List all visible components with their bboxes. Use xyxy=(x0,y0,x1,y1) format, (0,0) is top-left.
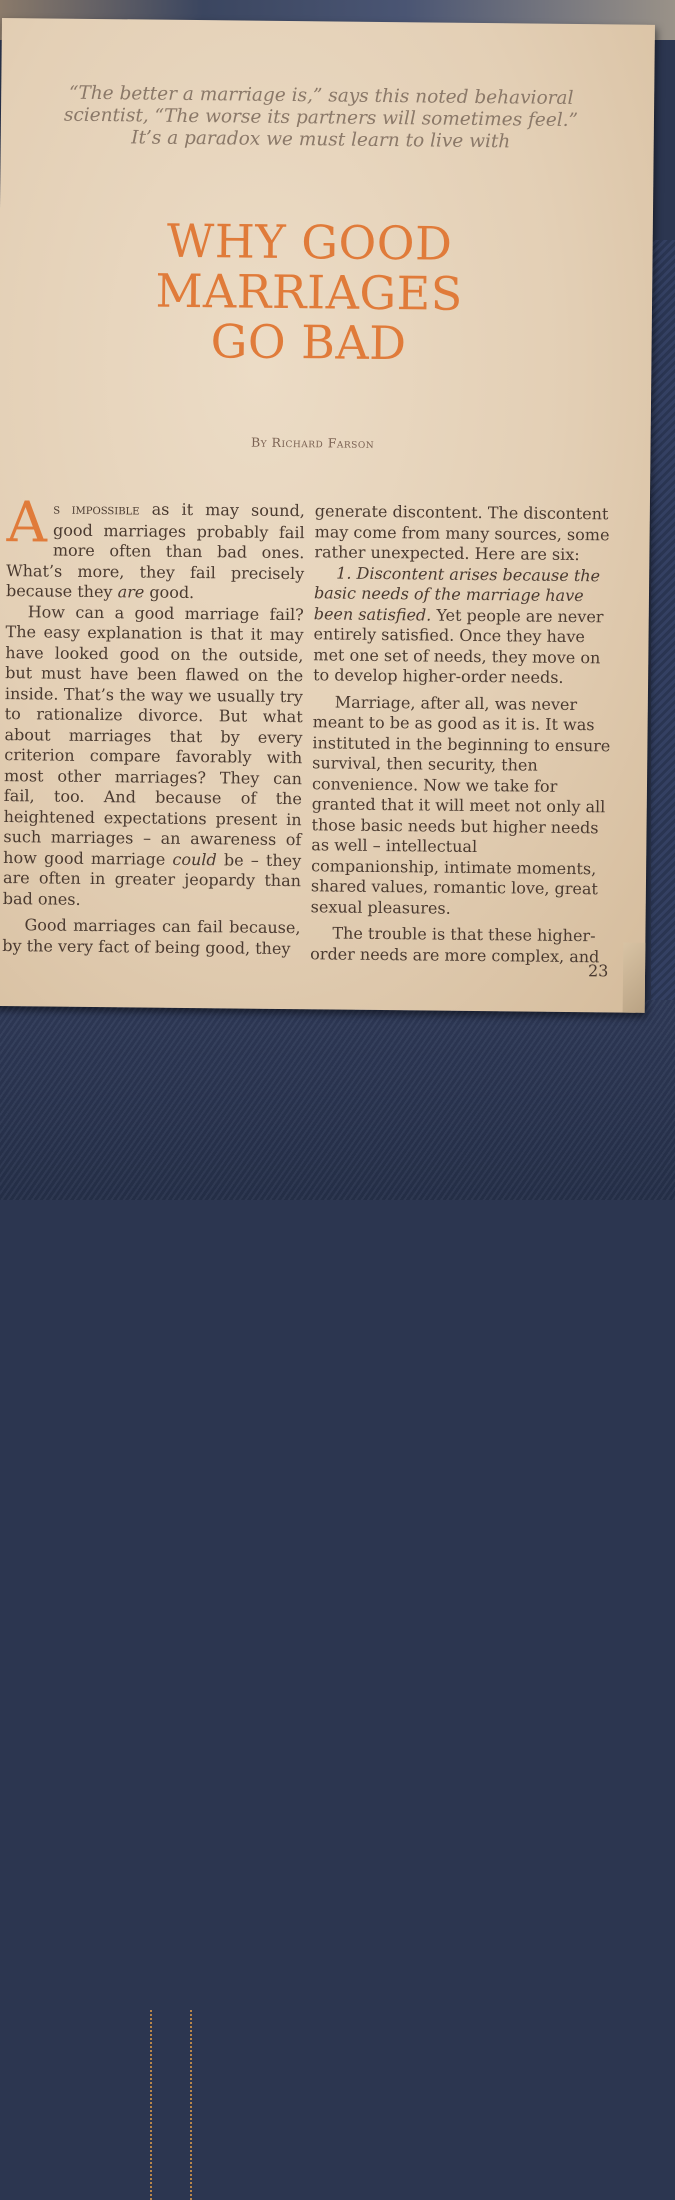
text-column-left xyxy=(2,490,305,959)
drop-cap: A xyxy=(6,490,48,556)
article-byline: By Richard Farson xyxy=(250,434,375,451)
paragraph xyxy=(5,490,305,605)
paragraph-text: How can a good marriage fail? The easy explanation is that it may have looked good on the outside, but must have been flawed on the inside. That’s the way we usually try to rationalize divorce. But what about marriages that by every criterion compare favorably with most other marriages? They can fail, too. And because of the heightened expectations present in such marriages – an awareness of how good marriage xyxy=(3,601,304,869)
paragraph: Marriage, after all, was never meant to be as good as it is. It was instituted in the beginning to ensure survival, then security, then convenience. Now we take for granted that it will meet not only all those basic needs but higher needs as well – intellectual companionship, intimate moments, shared values, romantic love, great sexual pleasures. xyxy=(310,692,611,918)
page-number: 23 xyxy=(587,961,609,981)
paragraph xyxy=(3,602,304,913)
page-corner-fold xyxy=(623,943,646,1013)
emphasis-text: are xyxy=(117,582,145,602)
paragraph: generate discontent. The discontent may come from many sources, some rather unexpected. Here are six: xyxy=(314,501,610,565)
article-headline xyxy=(68,215,550,370)
headline-line: MARRIAGES xyxy=(155,263,464,321)
deck-line: “The better a marriage is,” says this noted behavioral xyxy=(68,82,574,109)
paragraph-text: good. xyxy=(149,582,195,603)
paragraph: Good marriages can fail because, by the very fact of being good, they xyxy=(2,915,301,958)
paragraph: The trouble is that these higher-order needs are more complex, and xyxy=(310,923,600,966)
lead-in: s impossible xyxy=(53,501,140,519)
paragraph-text: be – they are often in greater jeopardy than bad ones. xyxy=(2,849,302,909)
background-denim-bottom xyxy=(0,1000,675,1200)
text-column-right xyxy=(310,501,613,967)
background-denim-right xyxy=(651,240,675,1040)
headline-line: GO BAD xyxy=(210,314,407,371)
headline-line: WHY GOOD xyxy=(166,213,453,271)
magazine-page xyxy=(0,18,655,1013)
paragraph-text: Yet people are never entirely satisfied. Once they have met one set of needs, they move on to develop higher-order needs. xyxy=(313,605,604,687)
denim-seam xyxy=(150,2010,155,2200)
deck-line: It’s a paradox we must learn to live with xyxy=(131,127,511,153)
denim-seam xyxy=(190,2010,195,2200)
paragraph xyxy=(313,563,612,689)
numbered-point: 1. Discontent arises because the basic needs of the marriage have been satisfied. xyxy=(313,563,601,625)
paragraph-text: as it may sound, good marriages probably fail more often than bad ones. What’s more, they fail precisely because they xyxy=(5,499,305,602)
article-deck xyxy=(41,82,602,154)
emphasis-text: could xyxy=(172,849,217,869)
deck-line: scientist, “The worse its partners will sometimes feel.” xyxy=(63,104,579,132)
